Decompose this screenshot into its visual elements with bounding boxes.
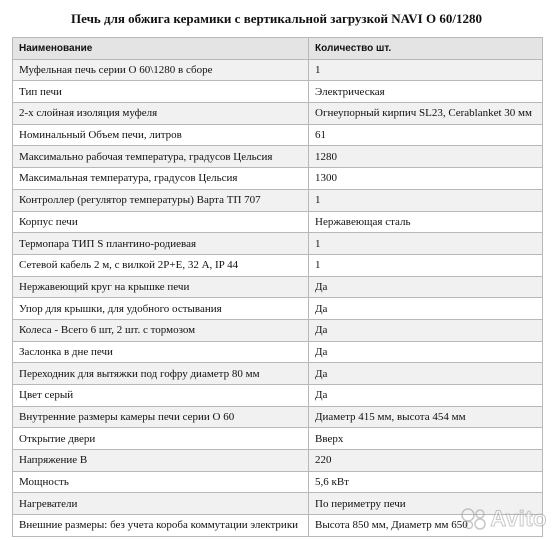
row-value-cell: Да [309, 385, 543, 407]
spec-table [12, 37, 543, 537]
row-name-cell: Мощность [13, 471, 309, 493]
row-name-cell: Напряжение В [13, 450, 309, 472]
row-name-cell: Максимально рабочая температура, градусов Цельсия [13, 146, 309, 168]
column-header-name: Наименование [13, 38, 309, 60]
row-value-cell: 1300 [309, 168, 543, 190]
row-value-cell: Да [309, 276, 543, 298]
document-title: Печь для обжига керамики с вертикальной загрузкой NAVI О 60/1280 [71, 11, 482, 26]
row-name-cell: Внутренние размеры камеры печи серии О 60 [13, 406, 309, 428]
table-row [13, 81, 543, 103]
table-row [13, 515, 543, 537]
table-row [13, 233, 543, 255]
row-name-cell: Внешние размеры: без учета короба коммутации электрики [13, 515, 309, 537]
row-name-cell: Контроллер (регулятор температуры) Варта ТП 707 [13, 189, 309, 211]
table-row [13, 406, 543, 428]
row-name-cell: Открытие двери [13, 428, 309, 450]
table-row [13, 211, 543, 233]
row-value-cell: Вверх [309, 428, 543, 450]
row-name-cell: Переходник для вытяжки под гофру диаметр 80 мм [13, 363, 309, 385]
table-row [13, 103, 543, 125]
row-value-cell: Высота 850 мм, Диаметр мм 650 [309, 515, 543, 537]
row-value-cell: Да [309, 319, 543, 341]
table-row [13, 276, 543, 298]
column-header-quantity: Количество шт. [309, 38, 543, 60]
row-value-cell: Электрическая [309, 81, 543, 103]
table-row [13, 428, 543, 450]
row-value-cell: 1 [309, 233, 543, 255]
table-row [13, 59, 543, 81]
table-row [13, 298, 543, 320]
row-value-cell: Диаметр 415 мм, высота 454 мм [309, 406, 543, 428]
row-name-cell: Корпус печи [13, 211, 309, 233]
row-name-cell: Цвет серый [13, 385, 309, 407]
row-value-cell: 61 [309, 124, 543, 146]
row-name-cell: Нержавеющий круг на крышке печи [13, 276, 309, 298]
table-row [13, 363, 543, 385]
table-row [13, 168, 543, 190]
row-value-cell: Да [309, 363, 543, 385]
row-name-cell: Заслонка в дне печи [13, 341, 309, 363]
row-name-cell: Термопара ТИП S плантино-родиевая [13, 233, 309, 255]
row-name-cell: Упор для крышки, для удобного остывания [13, 298, 309, 320]
table-header-row [13, 38, 543, 60]
table-row [13, 493, 543, 515]
row-value-cell: 1 [309, 59, 543, 81]
row-value-cell: Да [309, 298, 543, 320]
row-value-cell: 220 [309, 450, 543, 472]
row-value-cell: 5,6 кВт [309, 471, 543, 493]
row-name-cell: Сетевой кабель 2 м, с вилкой 2Р+Е, 32 А, IP 44 [13, 254, 309, 276]
table-row [13, 450, 543, 472]
row-name-cell: Номинальный Объем печи, литров [13, 124, 309, 146]
row-name-cell: Нагреватели [13, 493, 309, 515]
table-row [13, 341, 543, 363]
table-body [13, 59, 543, 536]
row-value-cell: 1 [309, 254, 543, 276]
row-value-cell: По периметру печи [309, 493, 543, 515]
row-name-cell: Тип печи [13, 81, 309, 103]
table-row [13, 254, 543, 276]
table-row [13, 385, 543, 407]
row-name-cell: Колеса - Всего 6 шт, 2 шт. с тормозом [13, 319, 309, 341]
table-row [13, 471, 543, 493]
row-value-cell: 1 [309, 189, 543, 211]
row-name-cell: Муфельная печь серии О 60\1280 в сборе [13, 59, 309, 81]
table-row [13, 319, 543, 341]
table-row [13, 124, 543, 146]
row-name-cell: 2-х слойная изоляция муфеля [13, 103, 309, 125]
row-name-cell: Максимальная температура, градусов Цельсия [13, 168, 309, 190]
row-value-cell: Да [309, 341, 543, 363]
avito-watermark-text: Avito [490, 506, 547, 531]
table-row [13, 189, 543, 211]
row-value-cell: Огнеупорный кирпич SL23, Cerablanket 30 мм [309, 103, 543, 125]
table-row [13, 146, 543, 168]
row-value-cell: 1280 [309, 146, 543, 168]
row-value-cell: Нержавеющая сталь [309, 211, 543, 233]
